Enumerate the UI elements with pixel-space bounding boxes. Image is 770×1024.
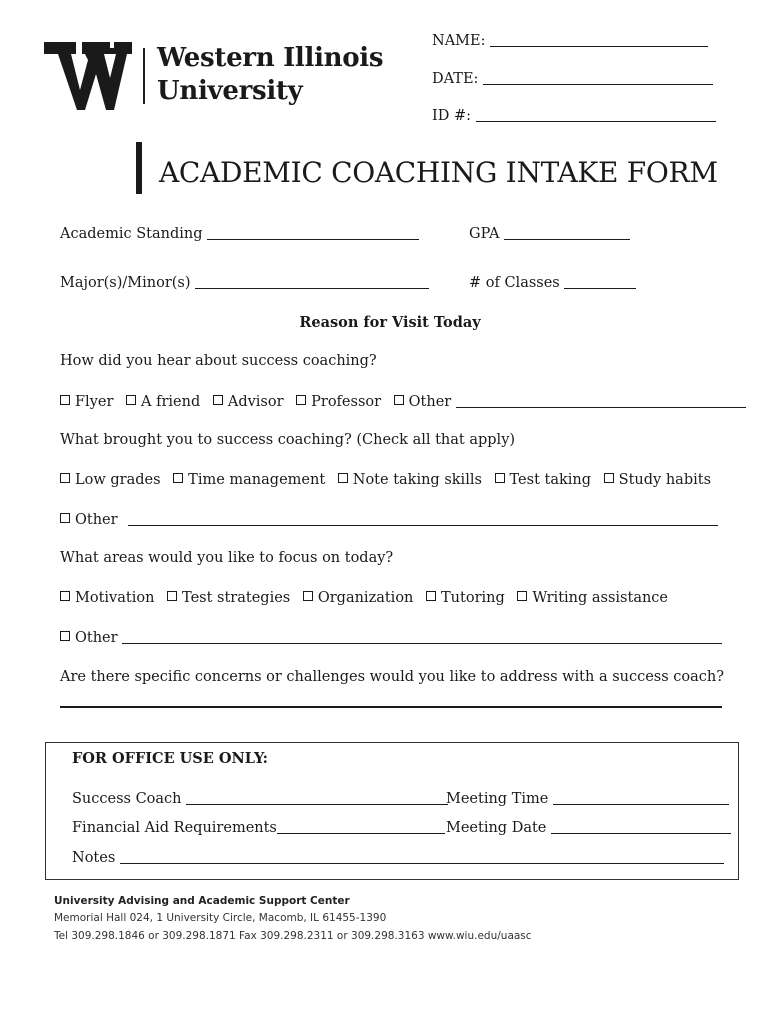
option-label: Note taking skills — [352, 472, 482, 488]
name-label: NAME: — [432, 33, 486, 49]
q2-option-note-taking[interactable] — [338, 472, 482, 488]
q3-option-organization[interactable] — [303, 590, 414, 606]
checkbox-icon[interactable] — [60, 473, 70, 483]
success-coach-field[interactable] — [72, 790, 448, 807]
section-title: Reason for Visit Today — [299, 314, 481, 331]
option-label: Organization — [317, 590, 414, 606]
notes-field[interactable] — [72, 849, 724, 866]
majors-minors-blank[interactable] — [195, 274, 429, 289]
q3-other[interactable] — [60, 629, 722, 646]
q1-question: How did you hear about success coaching? — [60, 353, 377, 369]
checkbox-icon[interactable] — [604, 473, 614, 483]
option-label: Other — [75, 512, 118, 528]
majors-minors-field[interactable] — [60, 274, 429, 291]
option-label: Test strategies — [182, 590, 291, 606]
option-label: Flyer — [75, 394, 114, 410]
id-field[interactable] — [432, 107, 716, 124]
q4-question: Are there specific concerns or challenges would you like to address with a success coach? — [60, 669, 725, 685]
q1-option-advisor[interactable] — [213, 394, 284, 410]
checkbox-icon[interactable] — [303, 591, 313, 601]
office-heading: FOR OFFICE USE ONLY: — [72, 750, 268, 767]
q3-option-test-strategies[interactable] — [167, 590, 290, 606]
logo-wordmark — [157, 42, 383, 108]
success-coach-blank[interactable] — [186, 790, 448, 805]
notes-label: Notes — [72, 850, 116, 866]
option-label: Tutoring — [441, 590, 505, 606]
option-label: Study habits — [618, 472, 712, 488]
q3-option-tutoring[interactable] — [426, 590, 505, 606]
wiu-logo-w — [44, 34, 132, 110]
option-label: A friend — [141, 394, 201, 410]
gpa-blank[interactable] — [504, 225, 630, 240]
q3-question: What areas would you like to focus on today? — [60, 550, 394, 566]
name-blank[interactable] — [490, 32, 708, 47]
checkbox-icon[interactable] — [213, 395, 223, 405]
name-field[interactable] — [432, 32, 708, 49]
q3-options — [60, 590, 668, 606]
checkbox-icon[interactable] — [60, 631, 70, 641]
checkbox-icon[interactable] — [296, 395, 306, 405]
checkbox-icon[interactable] — [126, 395, 136, 405]
meeting-date-label: Meeting Date — [446, 820, 547, 836]
q1-other-blank[interactable] — [456, 393, 746, 408]
q3-option-motivation[interactable] — [60, 590, 154, 606]
checkbox-icon[interactable] — [167, 591, 177, 601]
checkbox-icon[interactable] — [173, 473, 183, 483]
checkbox-icon[interactable] — [338, 473, 348, 483]
majors-minors-label: Major(s)/Minor(s) — [60, 275, 191, 291]
meeting-time-blank[interactable] — [553, 790, 729, 805]
q1-option-other[interactable] — [394, 394, 452, 410]
num-classes-label: # of Classes — [469, 275, 560, 291]
success-coach-label: Success Coach — [72, 791, 182, 807]
academic-standing-field[interactable] — [60, 225, 419, 242]
academic-standing-label: Academic Standing — [60, 226, 203, 242]
q1-option-flyer[interactable] — [60, 394, 113, 410]
title-accent-bar — [136, 142, 142, 194]
gpa-field[interactable] — [469, 225, 630, 242]
option-label: Writing assistance — [532, 590, 669, 606]
gpa-label: GPA — [469, 226, 500, 242]
date-field[interactable] — [432, 70, 713, 87]
q2-option-study-habits[interactable] — [604, 472, 711, 488]
q2-option-test-taking[interactable] — [495, 472, 592, 488]
q2-question: What brought you to success coaching? (Check all that apply) — [60, 432, 516, 448]
meeting-time-label: Meeting Time — [446, 791, 549, 807]
checkbox-icon[interactable] — [495, 473, 505, 483]
meeting-date-field[interactable] — [446, 819, 731, 836]
option-label: Other — [75, 630, 118, 646]
q2-option-time-management[interactable] — [173, 472, 325, 488]
option-label: Professor — [311, 394, 382, 410]
q1-option-friend[interactable] — [126, 394, 200, 410]
option-label: Test taking — [509, 472, 592, 488]
q1-option-professor[interactable] — [296, 394, 381, 410]
logo-line-1: Western Illinois — [157, 43, 384, 73]
q2-other-blank[interactable] — [128, 511, 718, 526]
form-title: ACADEMIC COACHING INTAKE FORM — [159, 156, 718, 189]
q3-other-blank[interactable] — [122, 629, 722, 644]
q2-options — [60, 472, 711, 488]
q4-answer-line[interactable] — [60, 706, 722, 708]
option-label: Advisor — [227, 394, 284, 410]
footer-contact: Tel 309.298.1846 or 309.298.1871 Fax 309.298.2311 or 309.298.3163 www.wiu.edu/uaasc — [54, 930, 532, 942]
checkbox-icon[interactable] — [426, 591, 436, 601]
option-label: Other — [408, 394, 452, 410]
id-blank[interactable] — [476, 107, 716, 122]
notes-blank[interactable] — [120, 849, 724, 864]
financial-aid-label: Financial Aid Requirements — [72, 820, 277, 836]
q2-other[interactable] — [60, 511, 718, 528]
option-label: Time management — [188, 472, 326, 488]
financial-aid-blank[interactable] — [277, 819, 445, 834]
date-blank[interactable] — [483, 70, 713, 85]
meeting-date-blank[interactable] — [551, 819, 731, 834]
date-label: DATE: — [432, 71, 479, 87]
id-label: ID #: — [432, 108, 471, 124]
footer-office-name: University Advising and Academic Support Center — [54, 895, 350, 907]
footer-address: Memorial Hall 024, 1 University Circle, Macomb, IL 61455-1390 — [54, 912, 387, 924]
academic-standing-blank[interactable] — [207, 225, 419, 240]
financial-aid-field[interactable] — [72, 819, 445, 836]
num-classes-blank[interactable] — [564, 274, 636, 289]
logo-divider — [143, 48, 145, 104]
checkbox-icon[interactable] — [60, 395, 70, 405]
num-classes-field[interactable] — [469, 274, 636, 291]
checkbox-icon[interactable] — [60, 591, 70, 601]
logo-line-2: University — [157, 76, 303, 106]
checkbox-icon[interactable] — [394, 395, 404, 405]
q1-options — [60, 393, 746, 410]
option-label: Motivation — [75, 590, 155, 606]
option-label: Low grades — [75, 472, 161, 488]
checkbox-icon[interactable] — [60, 513, 70, 523]
meeting-time-field[interactable] — [446, 790, 729, 807]
q2-option-low-grades[interactable] — [60, 472, 161, 488]
checkbox-icon[interactable] — [517, 591, 527, 601]
q3-option-writing[interactable] — [517, 590, 668, 606]
